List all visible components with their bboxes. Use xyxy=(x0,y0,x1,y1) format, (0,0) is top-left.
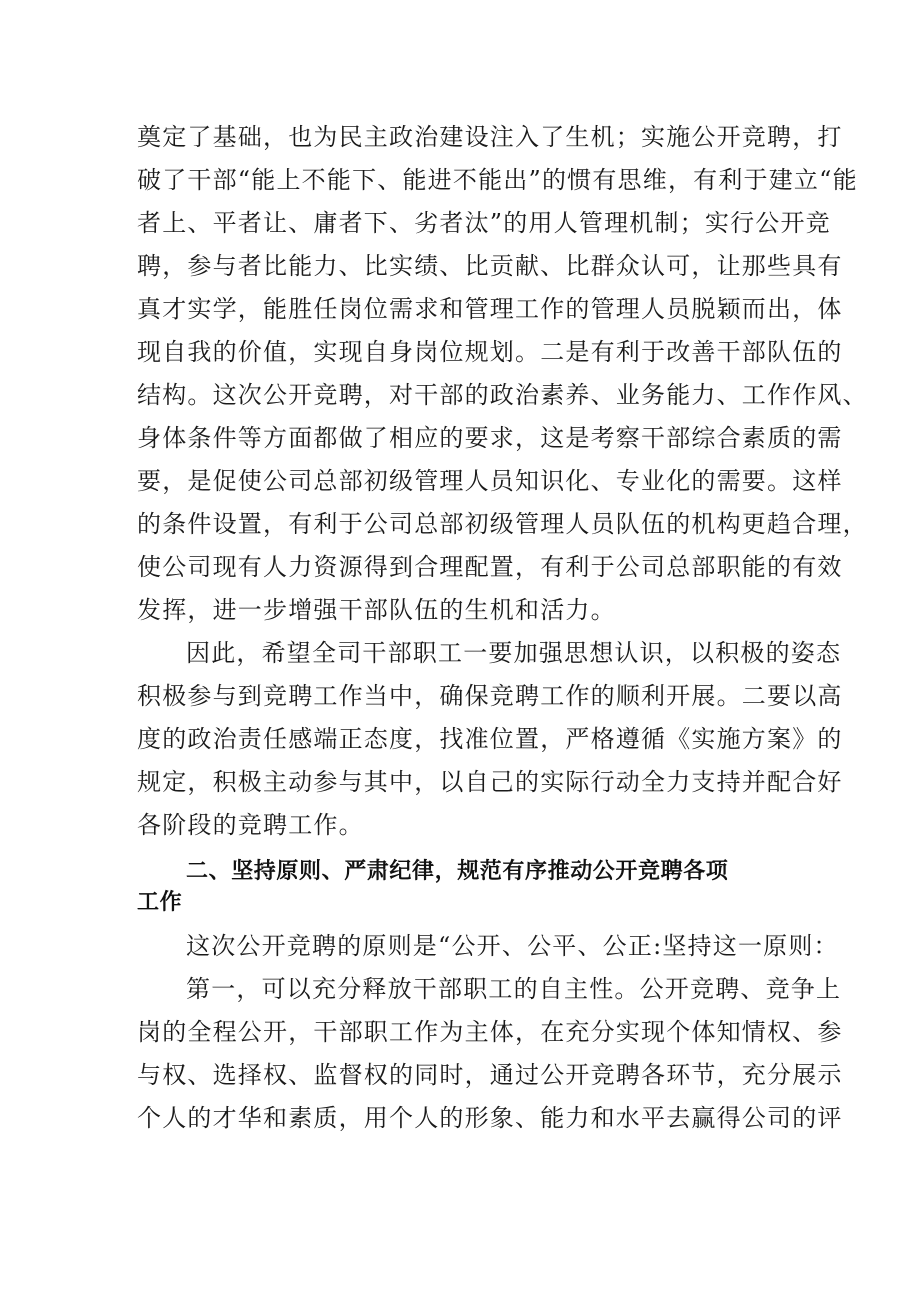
section-heading-continued: 工作 xyxy=(137,890,183,915)
paragraph-line: 规定，积极主动参与其中，以自己的实际行动全力支持并配合好 xyxy=(137,768,843,796)
paragraph-line: 者上、平者让、庸者下、劣者汰”的用人管理机制；实行公开竞 xyxy=(137,209,831,237)
paragraph-line: 聘，参与者比能力、比实绩、比贡献、比群众认可，让那些具有 xyxy=(137,252,843,280)
paragraph-line: 这次公开竞聘的原则是“公开、公平、公正:坚持这一原则： xyxy=(186,932,839,960)
paragraph-line: 因此，希望全司干部职工一要加强思想认识，以积极的姿态 xyxy=(186,639,842,667)
paragraph-line: 第一，可以充分释放干部职工的自主性。公开竞聘、竞争上 xyxy=(186,975,842,1003)
paragraph-line: 使公司现有人力资源得到合理配置，有利于公司总部职能的有效 xyxy=(137,553,843,581)
paragraph-line: 与权、选择权、监督权的同时，通过公开竞聘各环节，充分展示 xyxy=(137,1061,843,1089)
paragraph-line: 真才实学，能胜任岗位需求和管理工作的管理人员脱颖而出，体 xyxy=(137,295,843,323)
paragraph-line: 身体条件等方面都做了相应的要求，这是考察干部综合素质的需 xyxy=(137,424,843,452)
paragraph-line: 度的政治责任感端正态度，找准位置，严格遵循《实施方案》的 xyxy=(137,725,843,753)
paragraph-line: 的条件设置，有利于公司总部初级管理人员队伍的机构更趋合理， xyxy=(137,510,868,538)
paragraph-line: 各阶段的竞聘工作。 xyxy=(137,811,364,839)
paragraph-line: 个人的才华和素质，用个人的形象、能力和水平去赢得公司的评 xyxy=(137,1104,843,1132)
paragraph-line: 岗的全程公开，干部职工作为主体，在充分实现个体知情权、参 xyxy=(137,1018,843,1046)
paragraph-line: 现自我的价值，实现自身岗位规划。二是有利于改善干部队伍的 xyxy=(137,338,843,366)
paragraph-line: 结构。这次公开竞聘，对干部的政治素养、业务能力、工作作风、 xyxy=(137,381,868,409)
paragraph-line: 破了干部“能上不能下、能进不能出”的惯有思维，有利于建立“能 xyxy=(137,166,858,194)
section-heading: 二、坚持原则、严肃纪律，规范有序推动公开竞聘各项 xyxy=(186,859,729,884)
paragraph-line: 积极参与到竞聘工作当中，确保竞聘工作的顺利开展。二要以高 xyxy=(137,682,843,710)
paragraph-line: 发挥，进一步增强干部队伍的生机和活力。 xyxy=(137,596,616,624)
paragraph-line: 奠定了基础，也为民主政治建设注入了生机；实施公开竞聘，打 xyxy=(137,123,843,151)
paragraph-line: 要，是促使公司总部初级管理人员知识化、专业化的需要。这样 xyxy=(137,467,843,495)
